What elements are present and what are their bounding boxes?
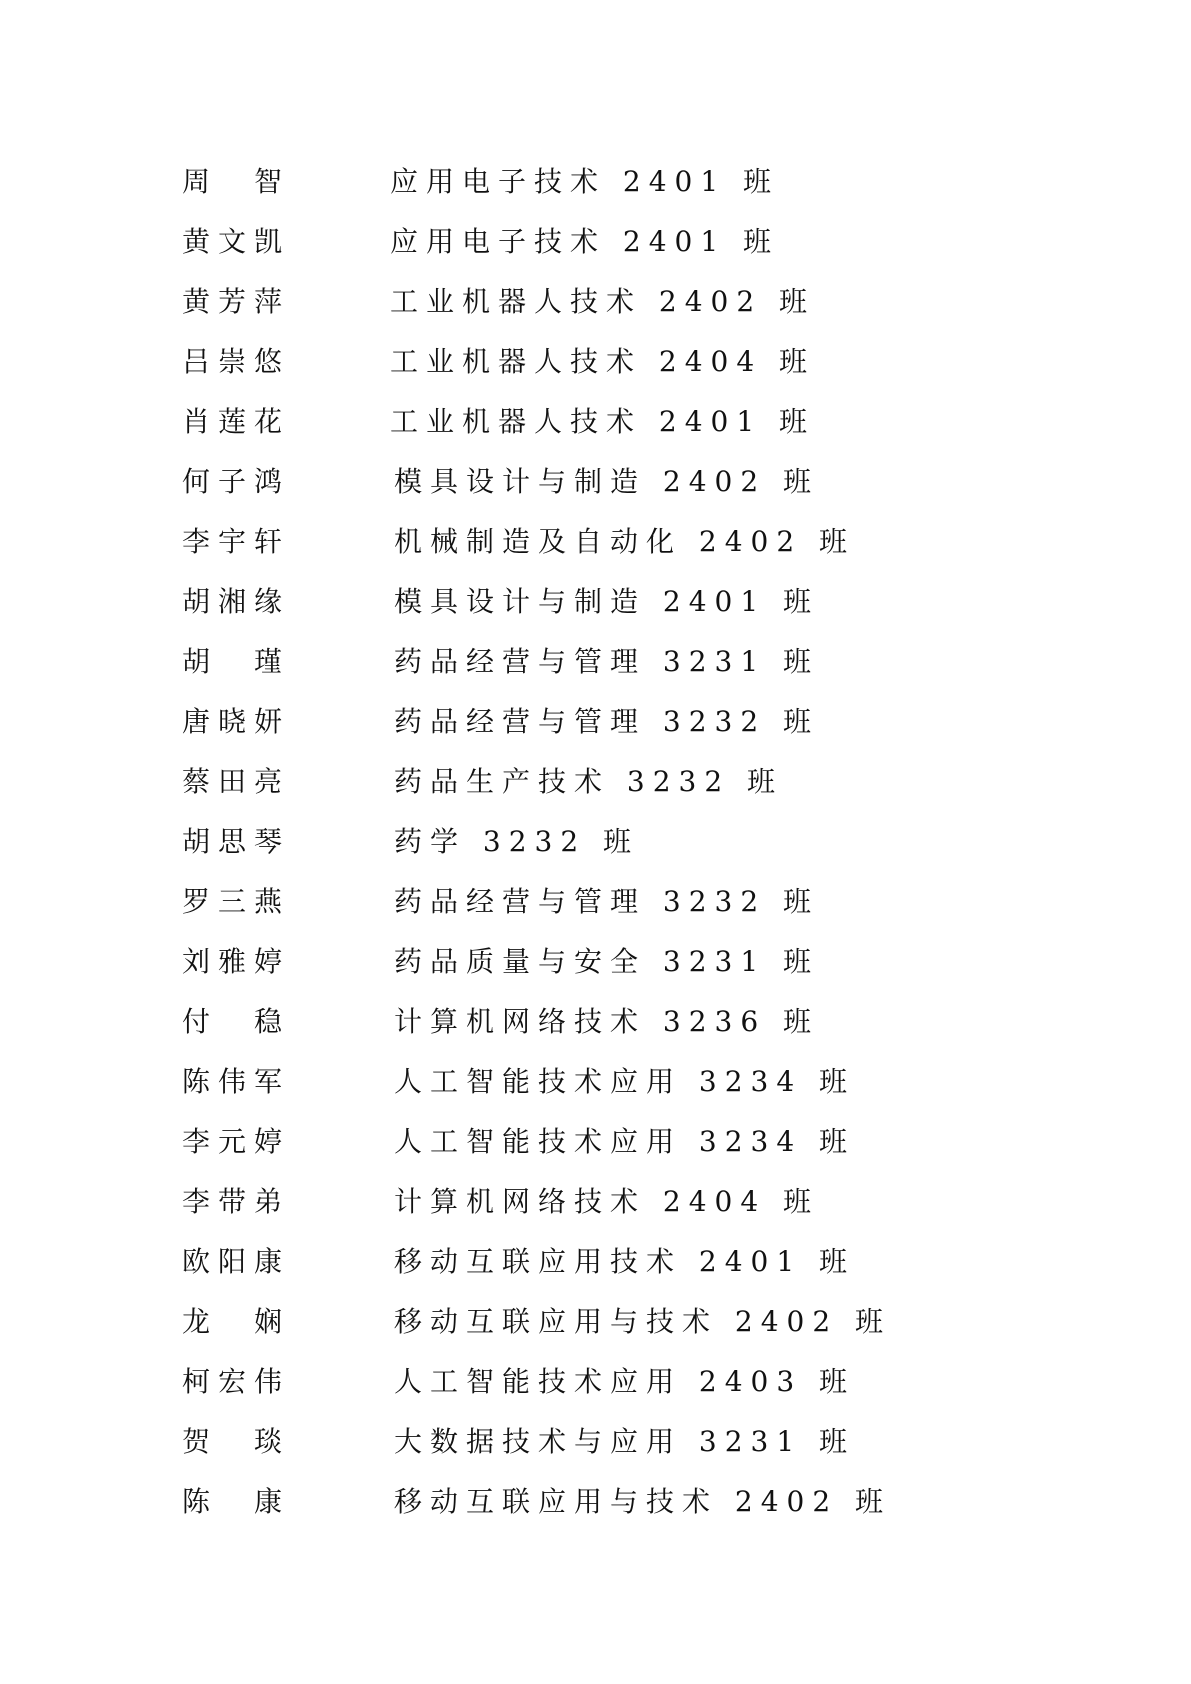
student-name: 付 稳 — [182, 1005, 291, 1038]
list-item — [182, 332, 1082, 392]
student-class: 药品经营与管理 3231 班 — [394, 645, 820, 678]
list-item — [182, 1232, 1082, 1292]
list-item — [182, 1112, 1082, 1172]
student-name: 李元婷 — [182, 1125, 291, 1158]
list-item — [182, 452, 1082, 512]
student-name: 胡思琴 — [182, 825, 291, 858]
student-name: 龙 娴 — [182, 1305, 291, 1338]
student-class: 工业机器人技术 2404 班 — [390, 345, 816, 378]
student-name: 陈伟军 — [182, 1065, 291, 1098]
student-class: 模具设计与制造 2402 班 — [394, 465, 820, 498]
student-name: 欧阳康 — [182, 1245, 291, 1278]
student-name: 黄芳萍 — [182, 285, 291, 318]
student-name: 吕崇悠 — [182, 345, 291, 378]
student-class: 人工智能技术应用 3234 班 — [394, 1125, 856, 1158]
list-item — [182, 1292, 1082, 1352]
list-item — [182, 632, 1082, 692]
list-item — [182, 1352, 1082, 1412]
student-class: 药品经营与管理 3232 班 — [394, 885, 820, 918]
student-name: 胡 瑾 — [182, 645, 291, 678]
student-name: 李宇轩 — [182, 525, 291, 558]
student-name: 黄文凯 — [182, 225, 291, 258]
student-class: 应用电子技术 2401 班 — [390, 165, 780, 198]
student-class: 计算机网络技术 2404 班 — [394, 1185, 820, 1218]
student-class: 工业机器人技术 2402 班 — [390, 285, 816, 318]
student-class: 计算机网络技术 3236 班 — [394, 1005, 820, 1038]
list-item — [182, 1172, 1082, 1232]
student-name: 陈 康 — [182, 1485, 291, 1518]
student-class: 药品经营与管理 3232 班 — [394, 705, 820, 738]
student-name: 贺 琰 — [182, 1425, 291, 1458]
student-class: 机械制造及自动化 2402 班 — [394, 525, 856, 558]
student-class: 药学 3232 班 — [394, 825, 640, 858]
student-name: 李带弟 — [182, 1185, 291, 1218]
student-list — [182, 152, 1082, 1532]
list-item — [182, 1052, 1082, 1112]
student-name: 周 智 — [182, 165, 291, 198]
list-item — [182, 992, 1082, 1052]
list-item — [182, 1412, 1082, 1472]
student-class: 移动互联应用技术 2401 班 — [394, 1245, 856, 1278]
student-name: 蔡田亮 — [182, 765, 291, 798]
list-item — [182, 392, 1082, 452]
student-class: 移动互联应用与技术 2402 班 — [394, 1305, 892, 1338]
student-class: 移动互联应用与技术 2402 班 — [394, 1485, 892, 1518]
list-item — [182, 272, 1082, 332]
student-class: 模具设计与制造 2401 班 — [394, 585, 820, 618]
student-name: 唐晓妍 — [182, 705, 291, 738]
list-item — [182, 812, 1082, 872]
list-item — [182, 1472, 1082, 1532]
student-name: 罗三燕 — [182, 885, 291, 918]
student-name: 肖莲花 — [182, 405, 291, 438]
student-class: 大数据技术与应用 3231 班 — [394, 1425, 856, 1458]
list-item — [182, 152, 1082, 212]
student-name: 胡湘缘 — [182, 585, 291, 618]
student-class: 人工智能技术应用 3234 班 — [394, 1065, 856, 1098]
student-class: 药品质量与安全 3231 班 — [394, 945, 820, 978]
student-class: 药品生产技术 3232 班 — [394, 765, 784, 798]
student-class: 应用电子技术 2401 班 — [390, 225, 780, 258]
list-item — [182, 752, 1082, 812]
list-item — [182, 692, 1082, 752]
list-item — [182, 572, 1082, 632]
list-item — [182, 512, 1082, 572]
student-name: 刘雅婷 — [182, 945, 291, 978]
student-class: 人工智能技术应用 2403 班 — [394, 1365, 856, 1398]
list-item — [182, 932, 1082, 992]
student-name: 何子鸿 — [182, 465, 291, 498]
list-item — [182, 212, 1082, 272]
student-class: 工业机器人技术 2401 班 — [390, 405, 816, 438]
list-item — [182, 872, 1082, 932]
student-name: 柯宏伟 — [182, 1365, 291, 1398]
